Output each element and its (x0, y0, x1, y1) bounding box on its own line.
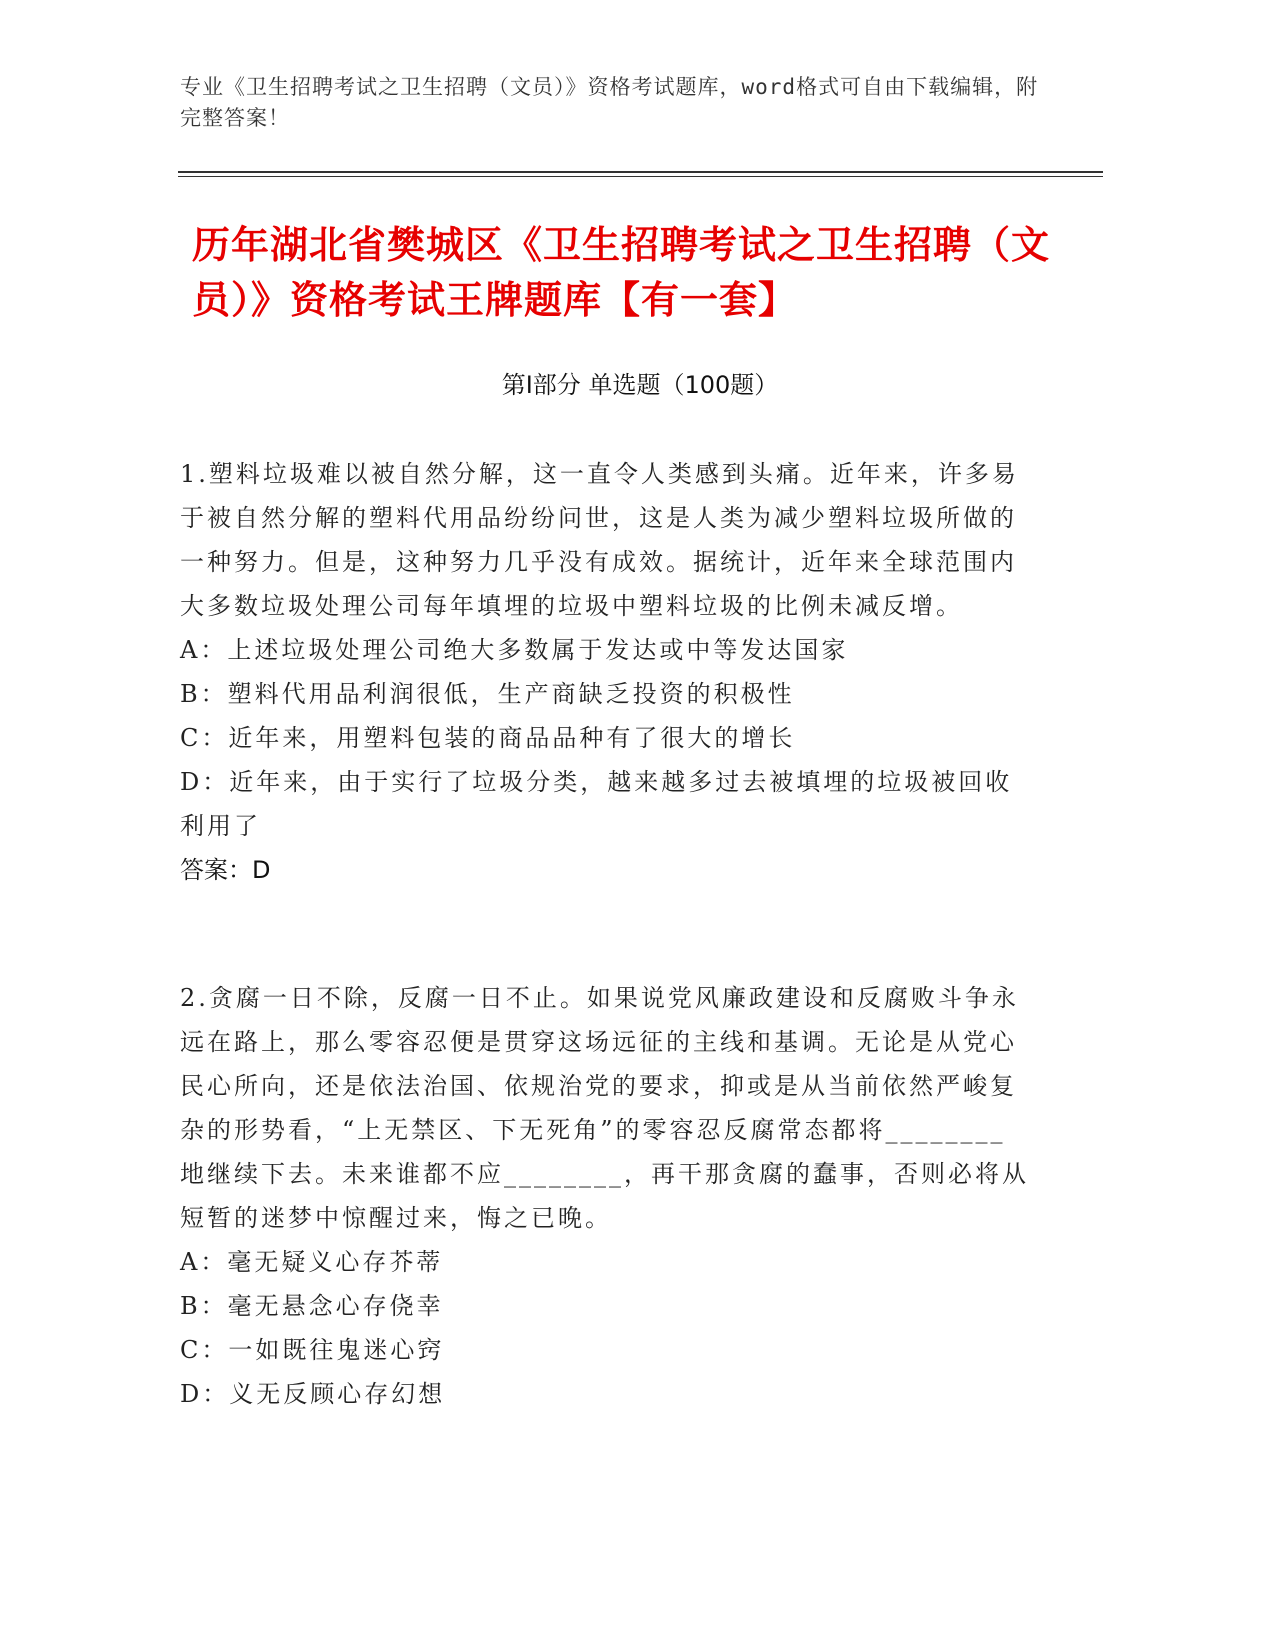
header-note: 专业《卫生招聘考试之卫生招聘（文员）》资格考试题库，word格式可自由下载编辑，附完整答案！ (180, 75, 1039, 130)
question-1-stem: 1.塑料垃圾难以被自然分解，这一直令人类感到头痛。近年来，许多易于被自然分解的塑料代用品纷纷问世，这是人类为减少塑料垃圾所做的一种努力。但是，这种努力几乎没有成效。据统计，近年来全球范围内大多数垃圾处理公司每年填埋的垃圾中塑料垃圾的比例未减反增。 (180, 460, 1019, 620)
question-2 (180, 976, 1030, 1416)
question-1-option-c: C：近年来，用塑料包装的商品品种有了很大的增长 (180, 724, 796, 752)
question-1-option-a: A：上述垃圾处理公司绝大多数属于发达或中等发达国家 (180, 636, 849, 664)
question-2-option-c: C：一如既往鬼迷心窍 (180, 1336, 445, 1364)
question-1-option-d: D：近年来，由于实行了垃圾分类，越来越多过去被填埋的垃圾被回收利用了 (180, 768, 1013, 840)
header-divider-thick (178, 171, 1103, 173)
question-1-option-b: B：塑料代用品利润很低，生产商缺乏投资的积极性 (180, 680, 795, 708)
question-2-option-b: B：毫无悬念心存侥幸 (180, 1292, 444, 1320)
section-heading: 第Ⅰ部分 单选题（100题） (501, 371, 779, 399)
question-2-option-a: A：毫无疑义心存芥蒂 (180, 1248, 444, 1276)
question-1-answer: 答案：D (180, 856, 271, 884)
question-2-option-d: D：义无反顾心存幻想 (180, 1380, 446, 1408)
question-1 (180, 452, 1030, 892)
document-title: 历年湖北省樊城区《卫生招聘考试之卫生招聘（文员）》资格考试王牌题库【有一套】 (192, 223, 1051, 322)
header-divider-thin (178, 176, 1103, 177)
question-2-stem: 2.贪腐一日不除，反腐一日不止。如果说党风廉政建设和反腐败斗争永远在路上，那么零容忍便是贯穿这场远征的主线和基调。无论是从党心民心所向，还是依法治国、依规治党的要求，抑或是从当前依然严峻复杂的形势看，“上无禁区、下无死角”的零容忍反腐常态都将________地继续下去。未来谁都不应________，再干那贪腐的蠢事，否则必将从短暂的迷梦中惊醒过来，悔之已晚。 (180, 984, 1029, 1232)
